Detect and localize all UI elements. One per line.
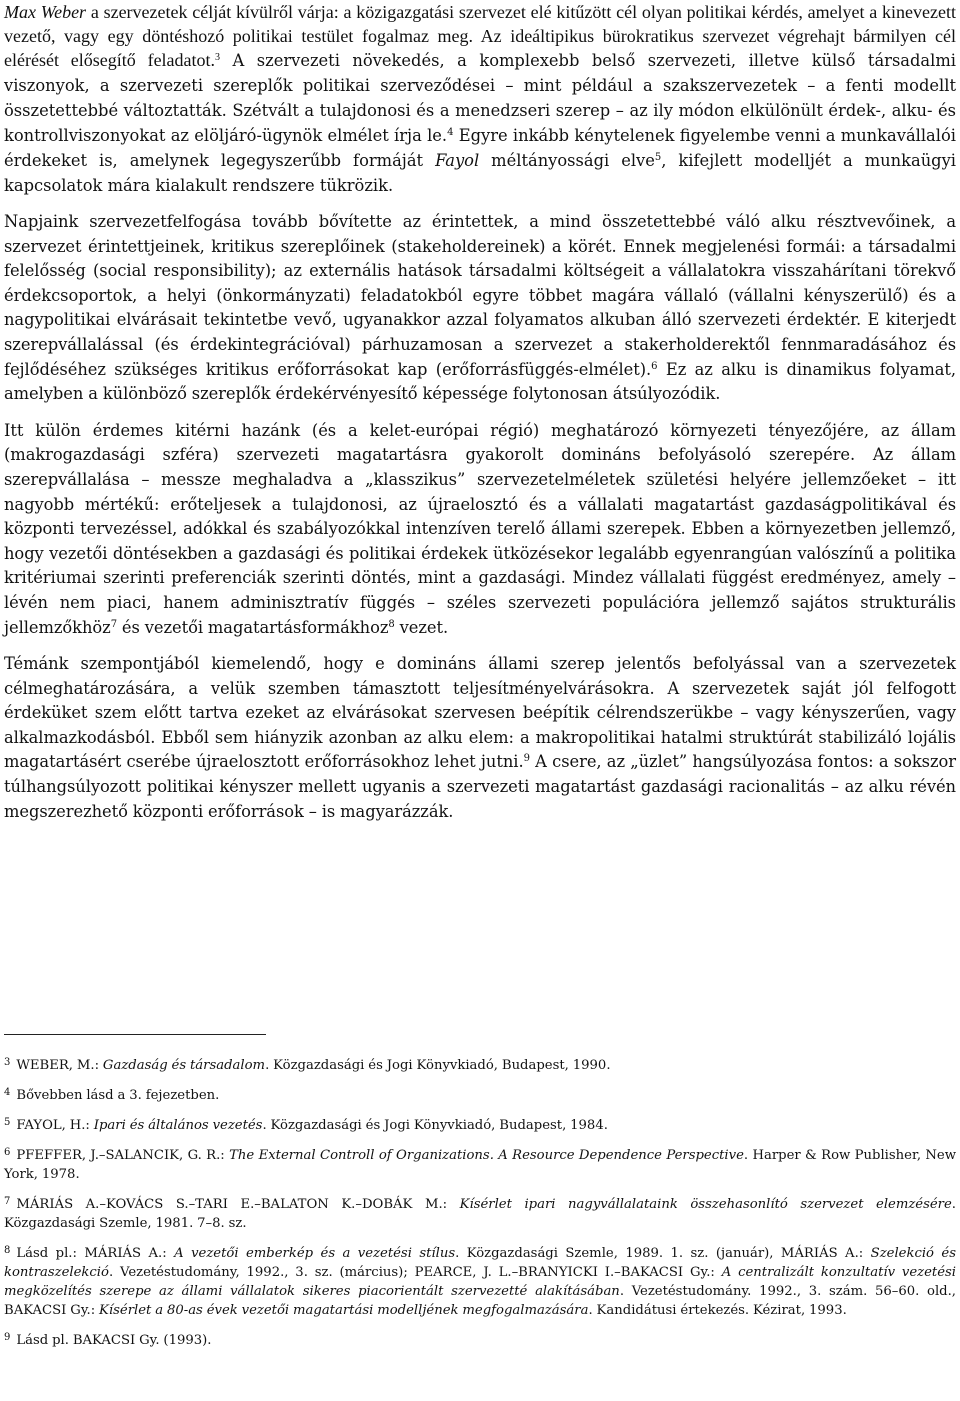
footnote [4,1241,956,1320]
text-run: Kísérlet a 80-as évek vezetői magatartási modelljének megfogalmazására [99,1303,589,1318]
text-run: Lásd pl.: MÁRIÁS A.: [16,1246,175,1261]
text-run: A csere, az „üzlet” hangsúlyozása fontos: a sokszor túlhangsúlyozott politikai kényszer mellett ugyanis a szervezeti magatartást gazdasági racionalitás – az alku révén megszerezhető központi erőforrások – is magyarázzák. [4,752,956,821]
text-run: Gazdaság és társadalom [102,1058,266,1073]
footnote-reference: 5 [654,152,662,163]
footnote-reference: 7 [110,618,117,630]
text-run: . Kandidátusi értekezés. Kézirat, 1993. [588,1303,847,1318]
text-run: Ipari és általános vezetés [93,1118,263,1133]
text-run: Bővebben lásd a 3. fejezetben. [16,1088,220,1103]
text-run: vezet. [394,617,449,637]
text-run: . Közgazdasági és Jogi Könyvkiadó, Budapest, 1990. [265,1058,611,1073]
text-run: Ez az alku is dinamikus folyamat, amelyben a különböző szereplők érdekérvényesítő képessége folytonosan átsúlyozódik. [4,359,956,404]
text-run: A vezetői emberkép és a vezetési stílus [174,1246,456,1261]
footnote-number: 5 [4,1117,11,1128]
text-run: A centralizált konzultatív vezetési megközelítés szerepe az állami vállalatok sikeres piacorientált szervezetté alakításában [4,1265,957,1299]
text-run: méltányossági elve [479,151,655,170]
paragraph [4,0,956,198]
footnote-number: 7 [4,1196,11,1207]
text-run: . Vezetéstudomány. 1992., 3. szám. 56–60. old., BAKACSI Gy.: [4,1284,956,1318]
text-run: Szelekció és kontraszelekció [4,1246,957,1280]
footnote-reference: 8 [388,618,395,630]
footnote-number: 9 [4,1332,11,1343]
text-run: a szervezetek célját kívülről várja: a közigazgatási szervezet elé kitűzött cél olyan politikai kérdés, amelyet a kinevezett vezető, vagy egy döntéshozó politikai testület fogalmaz meg. Az ideáltipikus bürokratikus szervezet végrehajt bármilyen cél elérését elősegítő feladatot. [4,2,957,70]
text-run: . Vezetéstudomány, 1992., 3. sz. (március); PEARCE, J. L.–BRANYICKI I.–BAKACSI Gy.: [108,1265,722,1280]
footnote-reference: 3 [215,52,221,63]
footnote [4,1192,956,1233]
footnote-number: 6 [4,1147,11,1158]
footnote [4,1328,956,1350]
text-run: PFEFFER, J.–SALANCIK, G. R.: [16,1148,230,1163]
text-run: WEBER, M.: [16,1058,103,1073]
text-run: MÁRIÁS A.–KOVÁCS S.–TARI E.–BALATON K.–DOBÁK M.: [16,1197,460,1212]
text-run: The External Controll of Organizations. A Resource Dependence Perspective [229,1148,744,1163]
text-run: Kísérlet ipari nagyvállalataink összehasonlító szervezet elemzésére [459,1197,952,1212]
paragraph-continuation [4,51,956,195]
footnote [4,1143,956,1184]
text-run: Max Weber [4,2,87,22]
footnote-number: 3 [4,1057,11,1068]
text-run: Lásd pl. BAKACSI Gy. (1993). [16,1333,212,1348]
footnote-reference: 9 [523,753,530,765]
footnote-separator [4,1034,266,1035]
text-run: Témánk szempontjából kiemelendő, hogy e domináns állami szerep jelentős befolyással van a szervezetek célmeghatározására, a velük szemben támasztott teljesítményelvárásokra. A szervezetek saját jól felfogott érdeküket szem előtt tartva ezeket az elvárásokat szervesen beépítik célrendszerükbe – vagy kényszerűen, vagy alkalmazkodásból. Ebből sem hiányzik azonban az alku elem: a makropolitikai hatalmi struktúrát stabilizáló lojális magatartásért cserébe újraelosztott erőforrásokhoz lehet jutni. [4,654,956,772]
text-run: . Közgazdasági és Jogi Könyvkiadó, Budapest, 1984. [262,1118,608,1133]
text-run: Egyre inkább kénytelenek figyelembe venni a munkavállalói érdekeket is, amelynek legegyszerűbb formáját [4,126,956,170]
paragraph [4,652,956,824]
text-run: Itt külön érdemes kitérni hazánk (és a kelet-európai régió) meghatározó környezeti tényezőjére, az állam (makrogazdasági szféra) szervezeti magatartásra gyakorolt domináns befolyásoló szerepére. Az állam szerepvállalása – messze meghaladva a „klasszikus” szervezetelméletek születési helyére jellemzőeket – itt nagyobb mértékű: erőteljesek a tulajdonosi, az újraelosztó és a vállalati magatartást gazdaságpolitikával és központi tervezéssel, adókkal és szabályozókkal intenzíven terelő állami szerepek. Ebben a környezetben jellemző, hogy vezetői döntésekben a gazdasági és politikai érdekek ütközésekor legalább egyenrangúan valószínű a politika kritériumai szerinti preferenciák szerinti döntés, mint a gazdasági. Mindez vállalati függést eredményez, amely – lévén nem piaci, hanem adminisztratív függés – széles szervezeti populációra jellemző sajátos strukturális jellemzőkhöz [4,420,956,637]
text-run: , kifejlett modelljét a munkaügyi kapcsolatok mára kialakult rendszere tükrözik. [4,151,957,195]
text-run: . Közgazdasági Szemle, 1981. 7–8. sz. [4,1197,956,1231]
footnote [4,1053,956,1075]
paragraph [4,419,956,640]
text-run: FAYOL, H.: [16,1118,94,1133]
footnote-list [4,1053,956,1350]
footnote [4,1083,956,1105]
text-run: Fayol [435,151,480,170]
text-run: . Közgazdasági Szemle, 1989. 1. sz. (január), MÁRIÁS A.: [455,1246,871,1261]
text-run: Napjaink szervezetfelfogása tovább bővítette az érintettek, a mind összetettebbé váló alku résztvevőinek, a szervezet érintettjeinek, kritikus szereplőinek (stakeholdereinek) a körét. Ennek megjelenési formái: a társadalmi felelősség (social responsibility); az externális hatások társadalmi költségeit a vállalatokra visszahárítani törekvő érdekcsoportok, a helyi (önkormányzati) feladatokból egyre többet magára vállaló (vállalni kényszerülő) és a nagypolitikai elvárásait tekintetbe vevő, ugyanakkor azzal folyamatos alkuban álló szervezeti érdektér. E kiterjedt szerepvállalással (és érdekintegrációval) párhuzamosan a szervezet a stakerholderektől fennmaradásához és fejlődéséhez szükséges kritikus erőforrásokat kap (erőforrásfüggés-elmélet). [4,212,956,379]
text-run: és vezetői magatartásformákhoz [117,617,389,637]
footnote-number: 4 [4,1087,11,1098]
footnote-reference: 4 [447,127,454,138]
footnote [4,1113,956,1135]
body-text [4,0,956,824]
footnotes [4,1034,956,1358]
footnote-reference: 6 [651,360,658,372]
text-run: A szervezeti növekedés, a komplexebb belső szervezeti, illetve külső társadalmi viszonyok, a szervezeti szereplők politikai szerveződései – mint például a szakszervezetek – a fenti modellt összetettebbé változtatták. Szétvált a tulajdonosi és a menedzseri szerep – az ily módon elkülönült érdek-, alku- és kontrollviszonyokat az elöljáró-ügynök elmélet írja le. [4,51,956,145]
text-run: . Harper & Row Publisher, New York, 1978. [4,1148,957,1182]
paragraph [4,210,956,407]
footnote-number: 8 [4,1245,11,1256]
